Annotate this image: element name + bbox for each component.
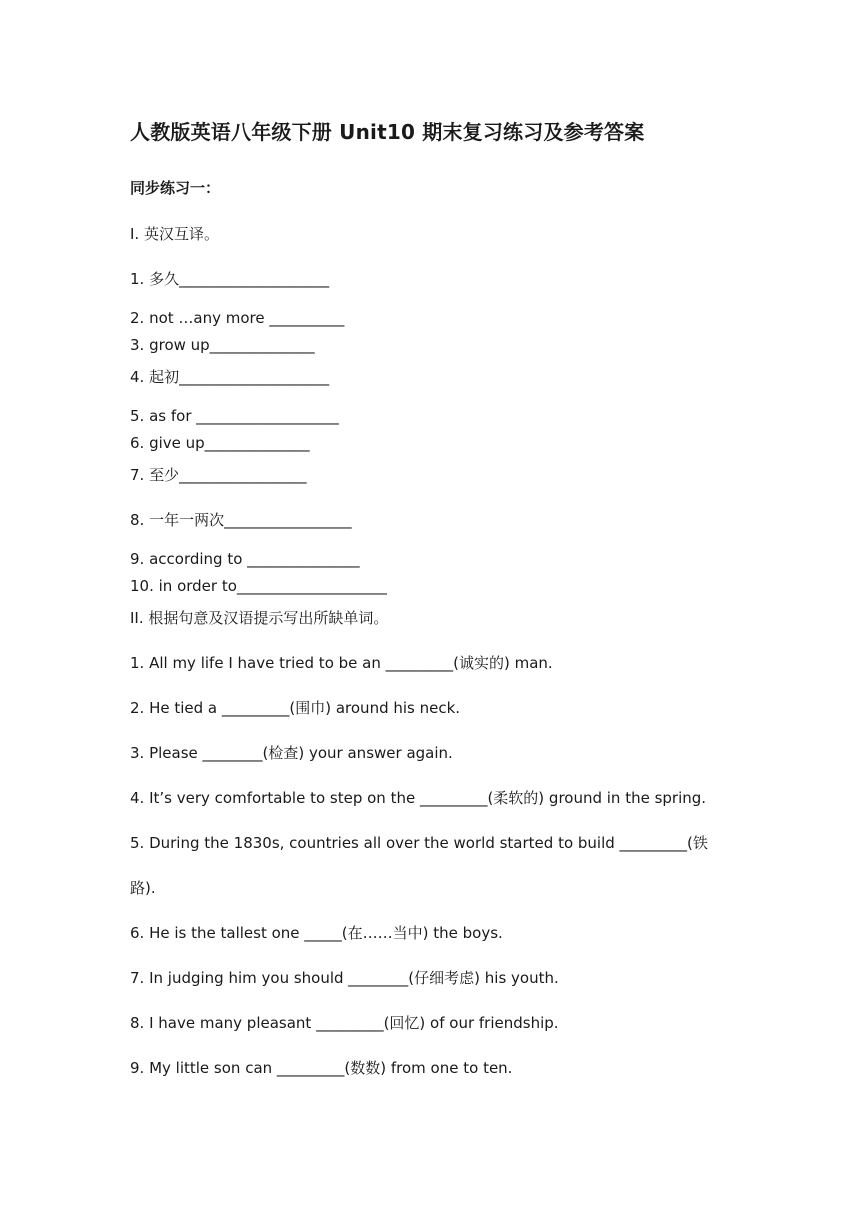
part1-item-4: 4. 起初____________________	[130, 368, 330, 386]
section-heading: 同步练习一：	[130, 179, 221, 197]
part1-item-1: 1. 多久____________________	[130, 270, 330, 288]
part2-item-2: 2. He tied a _________(围巾) around his neck.	[130, 699, 461, 717]
part1-item-2: 2. not …any more __________	[130, 309, 345, 327]
part2-heading: II. 根据句意及汉语提示写出所缺单词。	[130, 609, 389, 627]
part1-item-5: 5. as for ___________________	[130, 407, 339, 425]
part2-item-1: 1. All my life I have tried to be an _________(诚实的) man.	[130, 654, 553, 672]
part2-item-7: 7. In judging him you should ________(仔细考虑) his youth.	[130, 969, 559, 987]
part1-item-7: 7. 至少_________________	[130, 466, 307, 484]
part2-item-3: 3. Please ________(检查) your answer again.	[130, 744, 453, 762]
part1-heading: I. 英汉互译。	[130, 225, 219, 243]
part2-item-5: 5. During the 1830s, countries all over the world started to build _________(铁	[130, 834, 708, 852]
part2-item-6: 6. He is the tallest one _____(在……当中) the boys.	[130, 924, 503, 942]
part1-item-10: 10. in order to____________________	[130, 577, 387, 595]
part1-item-3: 3. grow up______________	[130, 336, 315, 354]
part2-item-8: 8. I have many pleasant _________(回忆) of our friendship.	[130, 1014, 559, 1032]
part2-item-4: 4. It’s very comfortable to step on the _________(柔软的) ground in the spring.	[130, 789, 707, 807]
part2-item-9: 9. My little son can _________(数数) from one to ten.	[130, 1059, 513, 1077]
document-title: 人教版英语八年级下册 Unit10 期末复习练习及参考答案	[130, 120, 645, 144]
part1-item-9: 9. according to _______________	[130, 550, 360, 568]
part1-item-8: 8. 一年一两次_________________	[130, 511, 352, 529]
part2-item-5-continued: 路).	[130, 879, 156, 897]
part1-item-6: 6. give up______________	[130, 434, 310, 452]
